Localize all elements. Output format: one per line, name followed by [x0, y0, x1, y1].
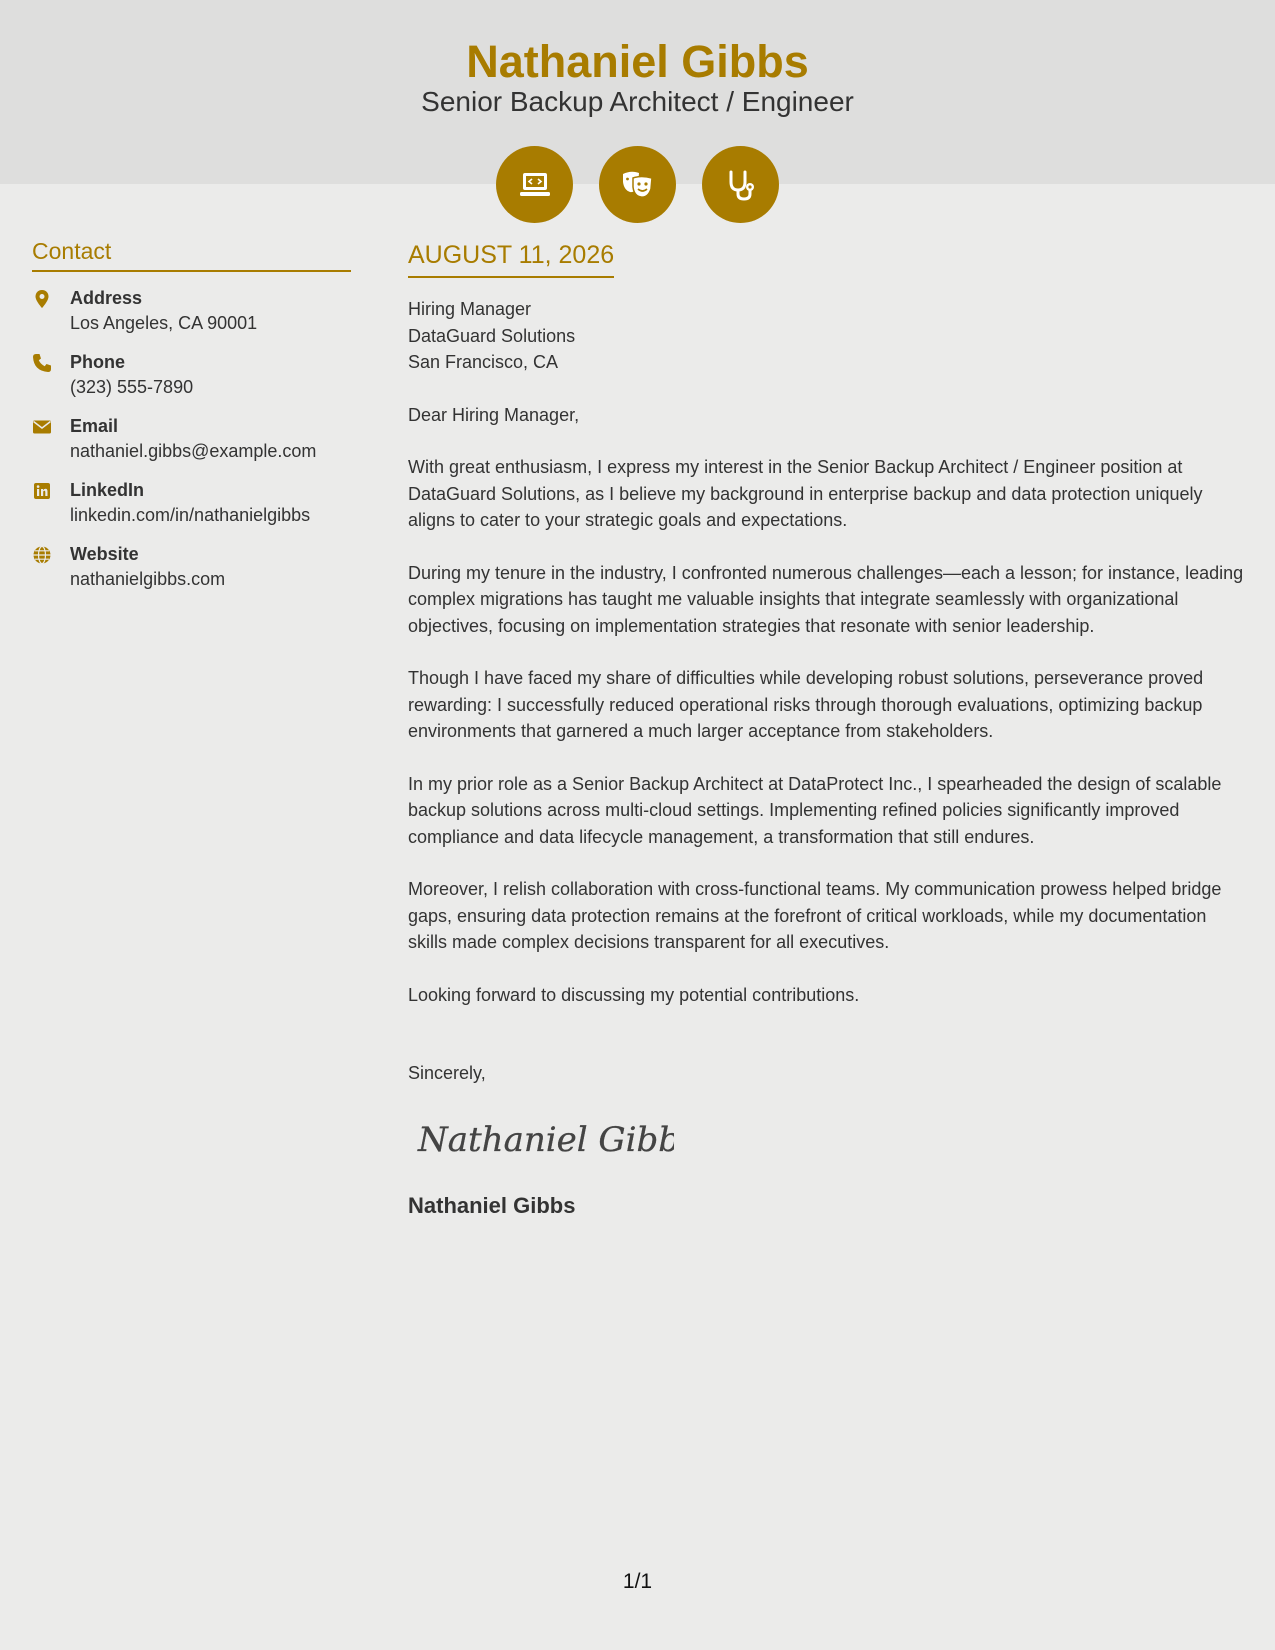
signature-text: Nathaniel Gibbs: [418, 1119, 674, 1160]
contact-value[interactable]: linkedin.com/in/nathanielgibbs: [70, 505, 311, 525]
contact-value: Los Angeles, CA 90001: [70, 313, 258, 333]
recipient-line: Hiring Manager: [408, 299, 532, 319]
theater-masks-icon: [599, 146, 676, 223]
map-pin-icon: [32, 286, 70, 336]
letter-body: [408, 240, 1248, 1219]
letter-paragraph: During my tenure in the industry, I confronted numerous challenges—each a lesson; for instance, leading complex migrations has taught me valuable insights that integrate seamlessly with organizational objectives, focusing on implementation strategies that resonate with senior leadership.: [408, 562, 1244, 636]
contact-item-email: [32, 414, 351, 464]
contact-item-website: [32, 542, 351, 592]
sign-off: Sincerely,: [408, 1063, 486, 1083]
recipient-line: DataGuard Solutions: [408, 325, 576, 346]
contact-label: LinkedIn: [70, 480, 145, 500]
stethoscope-icon: [702, 146, 779, 223]
applicant-name: Nathaniel Gibbs: [466, 36, 809, 87]
contact-value[interactable]: nathanielgibbs.com: [70, 569, 226, 589]
globe-icon: [32, 542, 70, 592]
letter-paragraph: Looking forward to discussing my potential contributions.: [408, 984, 860, 1005]
contact-label: Address: [70, 288, 143, 308]
letter-paragraph: Moreover, I relish collaboration with cross-functional teams. My communication prowess helped bridge gaps, ensuring data protection remains at the forefront of critical workloads, while my documentation skills made complex decisions transparent for all executives.: [408, 879, 1222, 952]
recipient-line: San Francisco, CA: [408, 352, 559, 372]
contact-label: Website: [70, 544, 139, 564]
laptop-code-icon: [496, 146, 573, 223]
applicant-role: Senior Backup Architect / Engineer: [421, 86, 854, 117]
contact-item-linkedin: [32, 478, 351, 528]
linkedin-icon: [32, 478, 70, 528]
signer-name: Nathaniel Gibbs: [408, 1192, 576, 1218]
contact-item-address: [32, 286, 351, 336]
interest-icons: [496, 146, 779, 223]
contact-label: Email: [70, 416, 119, 436]
phone-icon: [32, 350, 70, 400]
handwritten-signature: [414, 1113, 1248, 1163]
contact-section-title: Contact: [32, 236, 351, 272]
letter-date: AUGUST 11, 2026: [408, 240, 614, 278]
letter-paragraph: Though I have faced my share of difficulties while developing robust solutions, perseverance proved rewarding: I successfully reduced operational risks through thorough evaluations, optimizing backup environments that garnered a much larger acceptance from stakeholders.: [408, 668, 1204, 741]
salutation: Dear Hiring Manager,: [408, 404, 580, 425]
page-number: 1/1: [622, 1570, 653, 1593]
recipient-block: [408, 296, 1248, 376]
contact-sidebar: [32, 236, 351, 592]
contact-item-phone: [32, 350, 351, 400]
contact-label: Phone: [70, 352, 126, 372]
letter-paragraph: With great enthusiasm, I express my interest in the Senior Backup Architect / Engineer position at DataGuard Solutions, as I believe my background in enterprise backup and data protection uniquely aligns to cater to your strategic goals and expectations.: [408, 457, 1203, 530]
letter-paragraph: In my prior role as a Senior Backup Architect at DataProtect Inc., I spearheaded the design of scalable backup solutions across multi-cloud settings. Implementing refined policies significantly improved compliance and data lifecycle management, a transformation that still endures.: [408, 773, 1222, 847]
contact-value[interactable]: nathaniel.gibbs@example.com: [70, 441, 317, 461]
envelope-icon: [32, 414, 70, 464]
contact-value: (323) 555-7890: [70, 377, 194, 397]
